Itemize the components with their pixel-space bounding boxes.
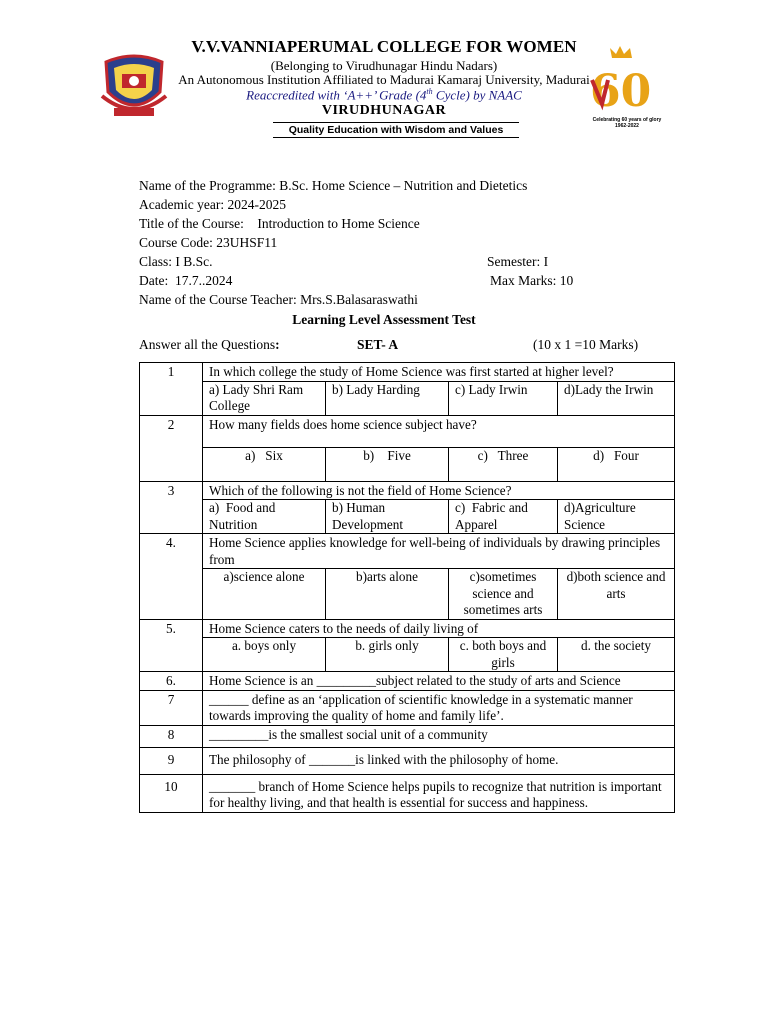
question-text: Which of the following is not the field of Home Science? [209,482,512,498]
options-row [203,568,674,619]
logo-caption: Celebrating 60 years of glory [592,117,662,123]
option-b: b) Lady Harding [326,381,449,415]
programme-name: Name of the Programme: B.Sc. Home Science – Nutrition and Dietetics [139,178,528,193]
option-b: b) Five [326,447,449,481]
option-a: a) Food and Nutrition [203,500,326,534]
class-name: Class: I B.Sc. [139,254,213,269]
option-a: a) Six [203,447,326,481]
tagline: Quality Education with Wisdom and Values [288,124,504,136]
options-row [203,381,674,415]
accreditation-pre: Reaccredited with ‘A++’ Grade (4 [246,87,427,103]
option-c: c)sometimes science and sometimes arts [449,569,558,619]
tagline-top-rule [273,122,519,123]
question-cell [203,415,675,481]
option-d: d) Four [558,447,675,481]
option-d: d. the society [558,638,675,672]
question-number: 5. [140,619,203,672]
question-text: _________is the smallest social unit of a community [203,725,675,747]
question-number: 6. [140,672,203,691]
question-text: Home Science is an _________subject related to the study of arts and Science [203,672,675,691]
option-c: c) Lady Irwin [449,381,558,415]
question-number: 3 [140,481,203,534]
accreditation-post: Cycle) by NAAC [432,87,522,103]
logo-years: 1962-2022 [615,123,639,129]
option-d: d)Lady the Irwin [558,381,675,415]
option-c: c) Three [449,447,558,481]
option-a: a)science alone [203,569,326,619]
option-c: c) Fabric and Apparel [449,500,558,534]
question-row [140,481,675,534]
course-teacher: Name of the Course Teacher: Mrs.S.Balasaraswathi [139,292,418,307]
course-title: Title of the Course: Introduction to Home Science [139,216,420,231]
belonging-line: (Belonging to Virudhunagar Hindu Nadars) [270,58,498,73]
instruction [139,337,280,353]
accreditation-sup: th [426,87,433,96]
question-number: 8 [140,725,203,747]
instruction-text: Answer all the Questions [139,337,276,352]
option-b: b) Human Development [326,500,449,534]
semester: Semester: I [487,254,549,269]
question-text: How many fields does home science subject have? [209,416,477,432]
question-number: 7 [140,690,203,725]
question-number: 1 [140,363,203,416]
question-row [140,534,675,620]
question-cell [203,481,675,534]
option-b: b)arts alone [326,569,449,619]
questions-table [139,362,675,813]
question-number: 2 [140,415,203,481]
question-row [140,690,675,725]
tagline-bottom-rule [273,137,519,138]
question-text: The philosophy of _______is linked with the philosophy of home. [203,747,675,774]
question-text: _______ branch of Home Science helps pupils to recognize that nutrition is important for healthy living, and that health is essential for success and happiness. [203,774,675,812]
options-row [203,499,674,533]
question-row [140,672,675,691]
max-marks: Max Marks: 10 [490,273,574,288]
college-name: V.V.VANNIAPERUMAL COLLEGE FOR WOMEN [191,37,577,56]
academic-year: Academic year: 2024-2025 [139,197,286,212]
question-number: 4. [140,534,203,620]
instruction-colon: : [275,337,280,352]
option-c: c. both boys and girls [449,638,558,672]
option-a: a. boys only [203,638,326,672]
affiliation-line: An Autonomous Institution Affiliated to Madurai Kamaraj University, Madurai [178,72,590,87]
option-a: a) Lady Shri Ram College [203,381,326,415]
question-row [140,363,675,416]
question-text: ______ define as an ‘application of scientific knowledge in a systematic manner towards improving the quality of home and family life’. [203,690,675,725]
question-cell [203,363,675,416]
options-row [203,447,674,481]
question-row [140,747,675,774]
question-text: In which college the study of Home Science was first started at higher level? [209,364,614,379]
question-number: 10 [140,774,203,812]
question-row [140,619,675,672]
option-b: b. girls only [326,638,449,672]
option-d: d)Agriculture Science [558,500,675,534]
question-number: 9 [140,747,203,774]
question-text: Home Science caters to the needs of daily living of [209,620,479,636]
marks-scheme: (10 x 1 =10 Marks) [533,337,639,352]
question-row [140,415,675,481]
exam-date: Date: 17.7..2024 [139,273,233,288]
option-d: d)both science and arts [558,569,675,619]
set-label: SET- A [357,337,399,352]
question-row [140,725,675,747]
accreditation-line [0,87,768,103]
city-name: VIRUDHUNAGAR [321,103,447,118]
question-text: Home Science applies knowledge for well-being of individuals by drawing principles from [209,535,661,567]
question-row [140,774,675,812]
course-code: Course Code: 23UHSF11 [139,235,278,250]
test-title: Learning Level Assessment Test [292,312,476,327]
options-row [203,637,674,671]
question-cell [203,619,675,672]
logo-60-number: 60 [590,66,652,116]
question-cell [203,534,675,620]
